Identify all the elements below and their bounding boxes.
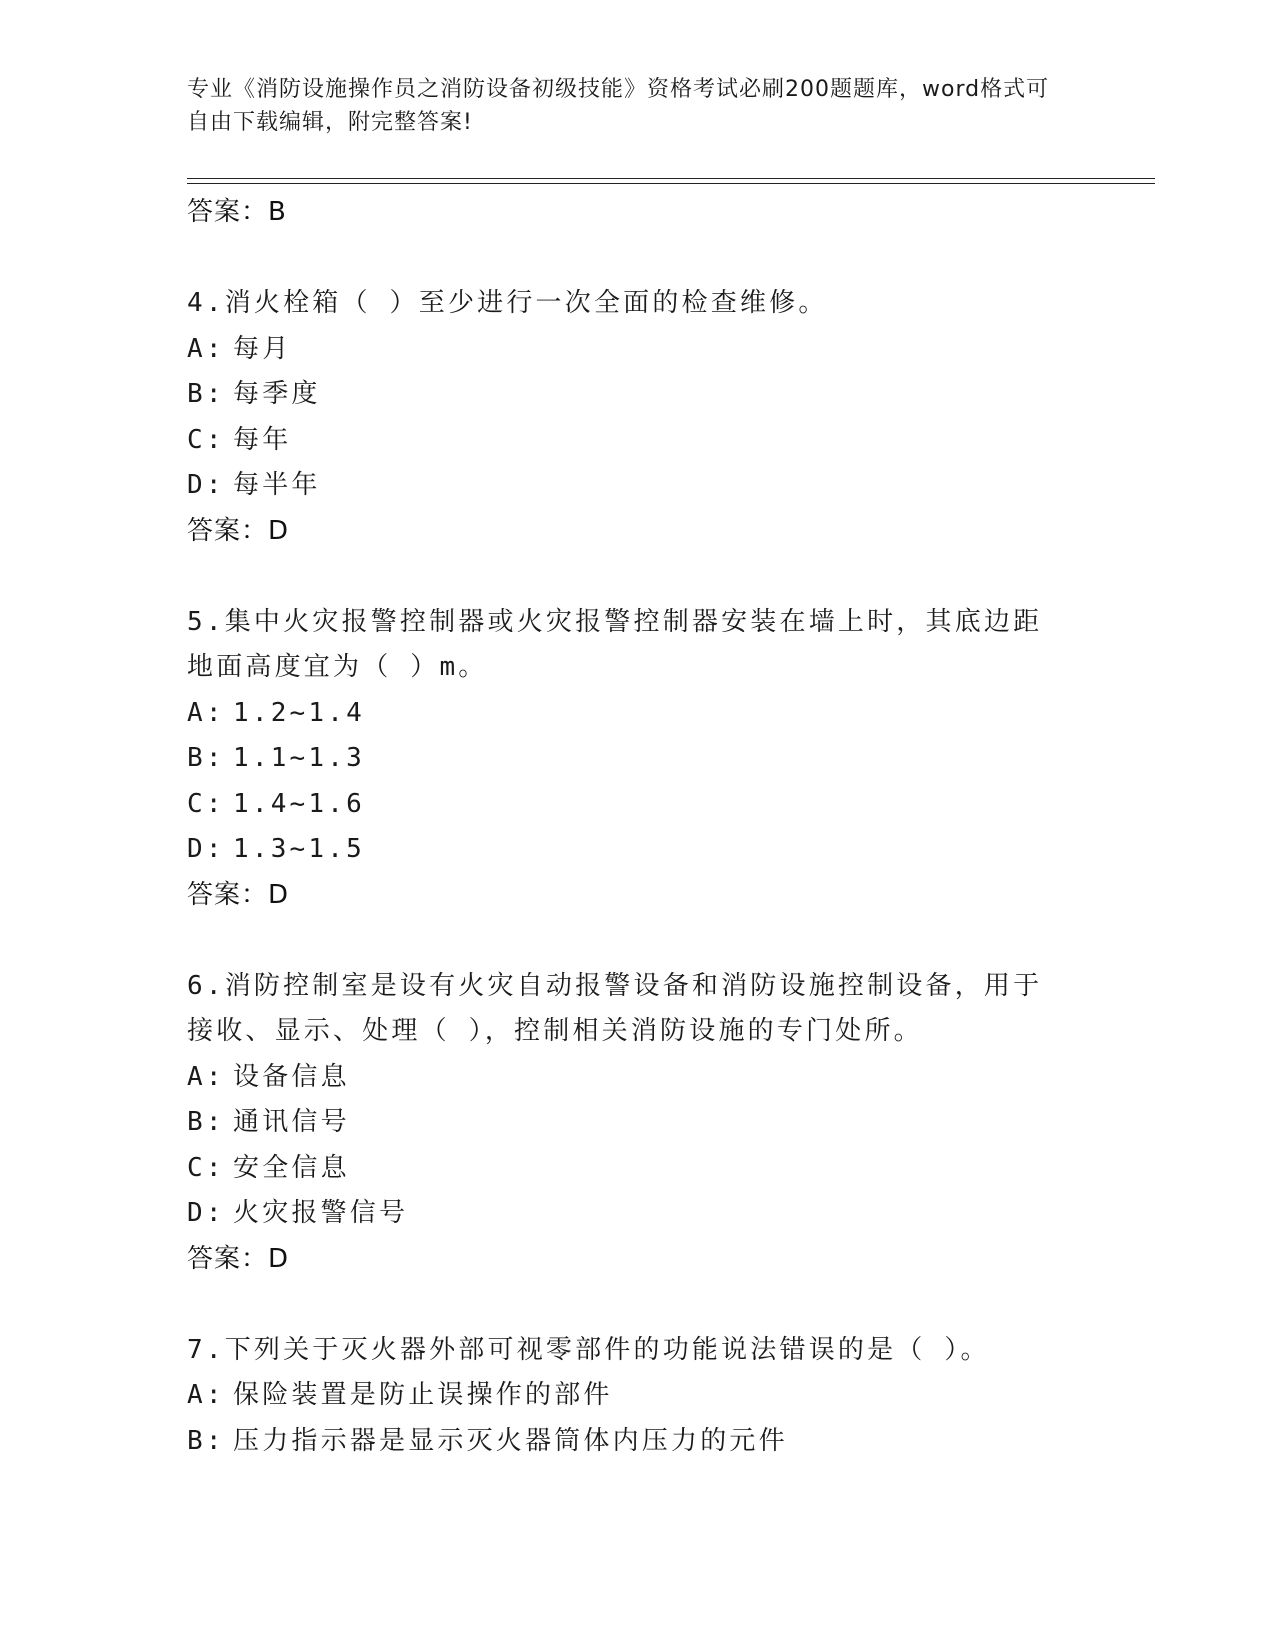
option-b <box>187 1100 1087 1146</box>
option-text: 压力指示器是显示灭火器筒体内压力的元件 <box>233 1425 788 1456</box>
option-letter: B: <box>187 379 225 409</box>
answer-line: 答案：B <box>187 197 287 227</box>
question-stem: 6.消防控制室是设有火灾自动报警设备和消防设施控制设备，用于接收、显示、处理（ ），控制相关消防设施的专门处所。 <box>187 970 1043 1046</box>
option-d <box>187 827 1087 873</box>
option-text: 安全信息 <box>233 1152 350 1183</box>
option-b <box>187 736 1087 782</box>
answer-line: 答案：D <box>187 879 290 910</box>
question-item <box>187 281 1087 554</box>
option-b <box>187 1419 1087 1465</box>
option-a <box>187 327 1087 373</box>
answer-line: 答案：D <box>187 1243 290 1274</box>
option-text: 每季度 <box>233 379 321 409</box>
option-letter: C: <box>187 1152 225 1183</box>
question-list <box>187 190 1087 1464</box>
option-text: 通讯信号 <box>233 1107 350 1137</box>
option-letter: A: <box>187 1061 225 1092</box>
question-stem: 7.下列关于灭火器外部可视零部件的功能说法错误的是（ ）。 <box>187 1334 990 1365</box>
option-text: 1.4~1.6 <box>233 788 365 819</box>
option-text: 每年 <box>233 424 292 455</box>
option-text: 火灾报警信号 <box>233 1198 409 1228</box>
option-letter: B: <box>187 743 225 773</box>
option-letter: D: <box>187 834 225 864</box>
header-divider-line-secondary <box>187 183 1155 184</box>
option-text: 1.3~1.5 <box>233 834 365 864</box>
answer-line: 答案：D <box>187 515 290 546</box>
option-c <box>187 1146 1087 1192</box>
question-stem: 4.消火栓箱（ ）至少进行一次全面的检查维修。 <box>187 288 828 318</box>
option-letter: A: <box>187 697 225 728</box>
option-letter: A: <box>187 1380 225 1410</box>
document-header: 专业《消防设施操作员之消防设备初级技能》资格考试必刷200题题库，word格式可自由下载编辑，附完整答案! <box>187 77 1050 135</box>
option-a <box>187 1373 1087 1419</box>
option-text: 1.1~1.3 <box>233 743 365 773</box>
option-d <box>187 1191 1087 1237</box>
question-stem: 5.集中火灾报警控制器或火灾报警控制器安装在墙上时，其底边距地面高度宜为（ ）m。 <box>187 606 1043 682</box>
question-item <box>187 1328 1087 1465</box>
header-divider-line <box>187 178 1155 179</box>
question-item <box>187 964 1087 1282</box>
option-letter: D: <box>187 470 225 500</box>
option-a <box>187 1055 1087 1101</box>
option-letter: C: <box>187 788 225 819</box>
option-letter: B: <box>187 1425 225 1456</box>
option-letter: C: <box>187 424 225 455</box>
option-text: 每月 <box>233 333 292 364</box>
option-letter: A: <box>187 333 225 364</box>
option-b <box>187 372 1087 418</box>
option-text: 每半年 <box>233 470 321 500</box>
option-text: 设备信息 <box>233 1061 350 1092</box>
option-c <box>187 418 1087 464</box>
question-item <box>187 600 1087 918</box>
option-letter: D: <box>187 1198 225 1228</box>
option-a <box>187 691 1087 737</box>
option-text: 保险装置是防止误操作的部件 <box>233 1380 613 1410</box>
option-c <box>187 782 1087 828</box>
option-d <box>187 463 1087 509</box>
option-letter: B: <box>187 1107 225 1137</box>
option-text: 1.2~1.4 <box>233 697 365 728</box>
